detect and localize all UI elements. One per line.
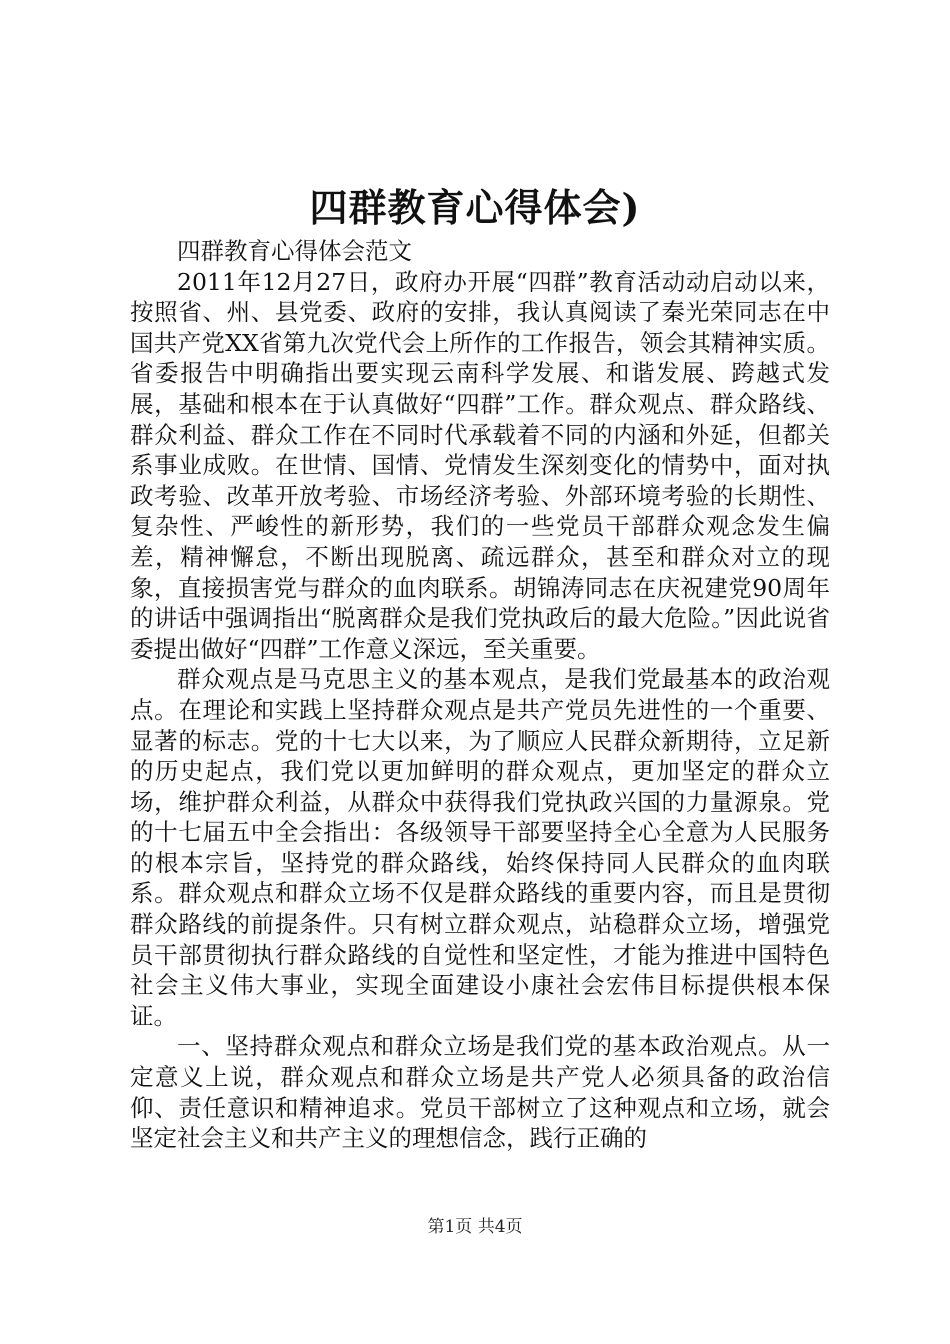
page-footer: 第1页 共4页 [427,1217,523,1237]
paragraph-3: 一、坚持群众观点和群众立场是我们党的基本政治观点。从一定意义上说，群众观点和群众立场是共产党人必须具备的政治信仰、责任意识和精神追求。党员干部树立了这种观点和立场，就会坚定社会主义和共产主义的理想信念，践行正确的 [130,1032,830,1153]
paragraph-1: 2011年12月27日，政府办开展“四群”教育活动动启动以来，按照省、州、县党委、政府的安排，我认真阅读了秦光荣同志在中国共产党XX省第九次党代会上所作的工作报告，领会其精神实质。省委报告中明确指出要实现云南科学发展、和谐发展、跨越式发展，基础和根本在于认真做好“四群”工作。群众观点、群众路线、群众利益、群众工作在不同时代承载着不同的内涵和外延，但都关系事业成败。在世情、国情、党情发生深刻变化的情势中，面对执政考验、改革开放考验、市场经济考验、外部环境考验的长期性、复杂性、严峻性的新形势，我们的一些党员干部群众观念发生偏差，精神懈怠，不断出现脱离、疏远群众，甚至和群众对立的现象，直接损害党与群众的血肉联系。胡锦涛同志在庆祝建党90周年的讲话中强调指出“脱离群众是我们党执政后的最大危险。”因此说省委提出做好“四群”工作意义深远，至关重要。 [130,267,830,663]
paragraph-2: 群众观点是马克思主义的基本观点，是我们党最基本的政治观点。在理论和实践上坚持群众观点是共产党员先进性的一个重要、显著的标志。党的十七大以来，为了顺应人民群众新期待，立足新的历史起点，我们党以更加鲜明的群众观点，更加坚定的群众立场，维护群众利益，从群众中获得我们党执政兴国的力量源泉。党的十七届五中全会指出：各级领导干部要坚持全心全意为人民服务的根本宗旨，坚持党的群众路线，始终保持同人民群众的血肉联系。群众观点和群众立场不仅是群众路线的重要内容，而且是贯彻群众路线的前提条件。只有树立群众观点，站稳群众立场，增强党员干部贯彻执行群众路线的自觉性和坚定性，才能为推进中国特色社会主义伟大事业，实现全面建设小康社会宏伟目标提供根本保证。 [130,665,830,1030]
document-title: 四群教育心得体会) [309,185,641,230]
paragraph-subtitle: 四群教育心得体会范文 [177,237,412,265]
document-body [130,236,830,1154]
